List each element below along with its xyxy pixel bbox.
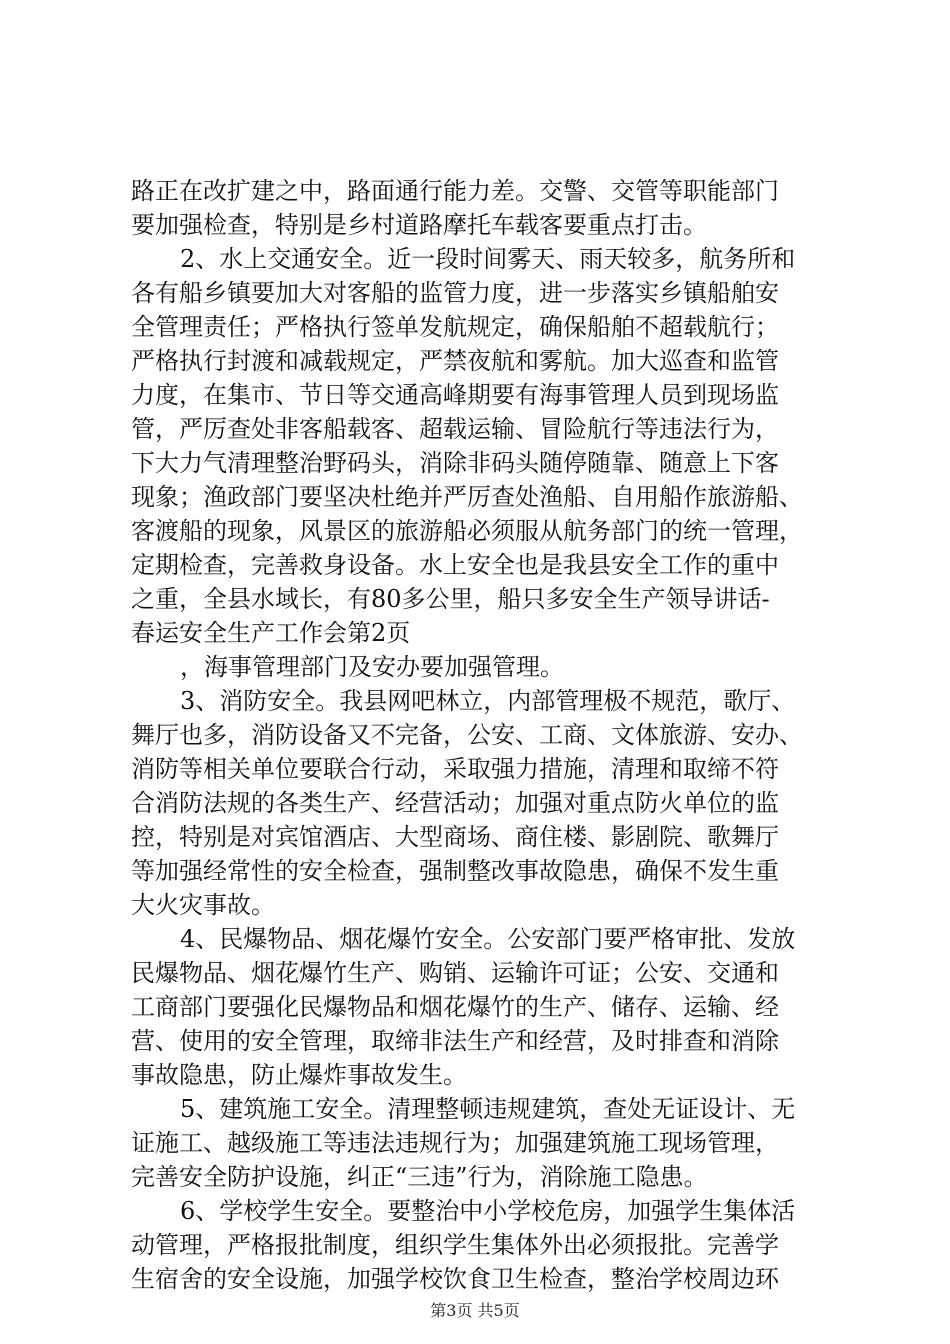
text-line: 之重，全县水域长，有80多公里，船只多安全生产领导讲话- <box>131 585 770 613</box>
text-line: 客渡船的现象，风景区的旅游船必须服从航务部门的统一管理， <box>131 517 803 545</box>
text-line: 工商部门要强化民爆物品和烟花爆竹的生产、储存、运输、经 <box>131 993 779 1021</box>
paragraph-start-line: 2、水上交通安全。近一段时间雾天、雨天较多，航务所和 <box>180 245 796 273</box>
text-line: 消防等相关单位要联合行动，采取强力措施，清理和取缔不符 <box>131 755 779 783</box>
text-line: 现象；渔政部门要坚决杜绝并严厉查处渔船、自用船作旅游船、 <box>131 483 803 511</box>
text-line: 路正在改扩建之中，路面通行能力差。交警、交管等职能部门 <box>131 177 779 205</box>
text-line: 舞厅也多，消防设备又不完备，公安、工商、文体旅游、安办、 <box>131 721 803 749</box>
text-line: 管，严厉查处非客船载客、超载运输、冒险航行等违法行为， <box>131 415 779 443</box>
text-line: 合消防法规的各类生产、经营活动；加强对重点防火单位的监 <box>131 789 779 817</box>
text-line: 控，特别是对宾馆酒店、大型商场、商住楼、影剧院、歌舞厅 <box>131 823 779 851</box>
text-line: 要加强检查，特别是乡村道路摩托车载客要重点打击。 <box>131 211 707 239</box>
text-line: 生宿舍的安全设施，加强学校饮食卫生检查，整治学校周边环 <box>131 1265 779 1293</box>
text-line: 等加强经常性的安全检查，强制整改事故隐患，确保不发生重 <box>131 857 779 885</box>
text-line: 各有船乡镇要加大对客船的监管力度，进一步落实乡镇船舶安 <box>131 279 779 307</box>
page-number-footer: 第3页 共5页 <box>430 1301 520 1320</box>
text-line: 事故隐患，防止爆炸事故发生。 <box>131 1061 467 1089</box>
text-line: 大火灾事故。 <box>131 891 275 919</box>
paragraph-start-line: 6、学校学生安全。要整治中小学校危房，加强学生集体活 <box>180 1197 796 1225</box>
text-line: 完善安全防护设施，纠正“三违”行为，消除施工隐患。 <box>131 1163 708 1191</box>
text-line: 定期检查，完善救身设备。水上安全也是我县安全工作的重中 <box>131 551 779 579</box>
text-line: 动管理，严格报批制度，组织学生集体外出必须报批。完善学 <box>131 1231 779 1259</box>
text-line: 严格执行封渡和减载规定，严禁夜航和雾航。加大巡查和监管 <box>131 347 779 375</box>
text-line: 下大力气清理整治野码头，消除非码头随停随靠、随意上下客 <box>131 449 779 477</box>
text-line: 证施工、越级施工等违法违规行为；加强建筑施工现场管理， <box>131 1129 779 1157</box>
text-line: 营、使用的安全管理，取缔非法生产和经营，及时排查和消除 <box>131 1027 779 1055</box>
paragraph-start-line: 4、民爆物品、烟花爆竹安全。公安部门要严格审批、发放 <box>180 925 796 953</box>
text-line: 全管理责任；严格执行签单发航规定，确保船舶不超载航行； <box>131 313 779 341</box>
text-line: 春运安全生产工作会第2页 <box>131 619 411 647</box>
text-line: 力度，在集市、节日等交通高峰期要有海事管理人员到现场监 <box>131 381 779 409</box>
text-line: 民爆物品、烟花爆竹生产、购销、运输许可证；公安、交通和 <box>131 959 779 987</box>
paragraph-start-line: 3、消防安全。我县网吧林立，内部管理极不规范，歌厅、 <box>180 687 796 715</box>
text-line: ，海事管理部门及安办要加强管理。 <box>180 653 564 681</box>
paragraph-start-line: 5、建筑施工安全。清理整顿违规建筑，查处无证设计、无 <box>180 1095 796 1123</box>
